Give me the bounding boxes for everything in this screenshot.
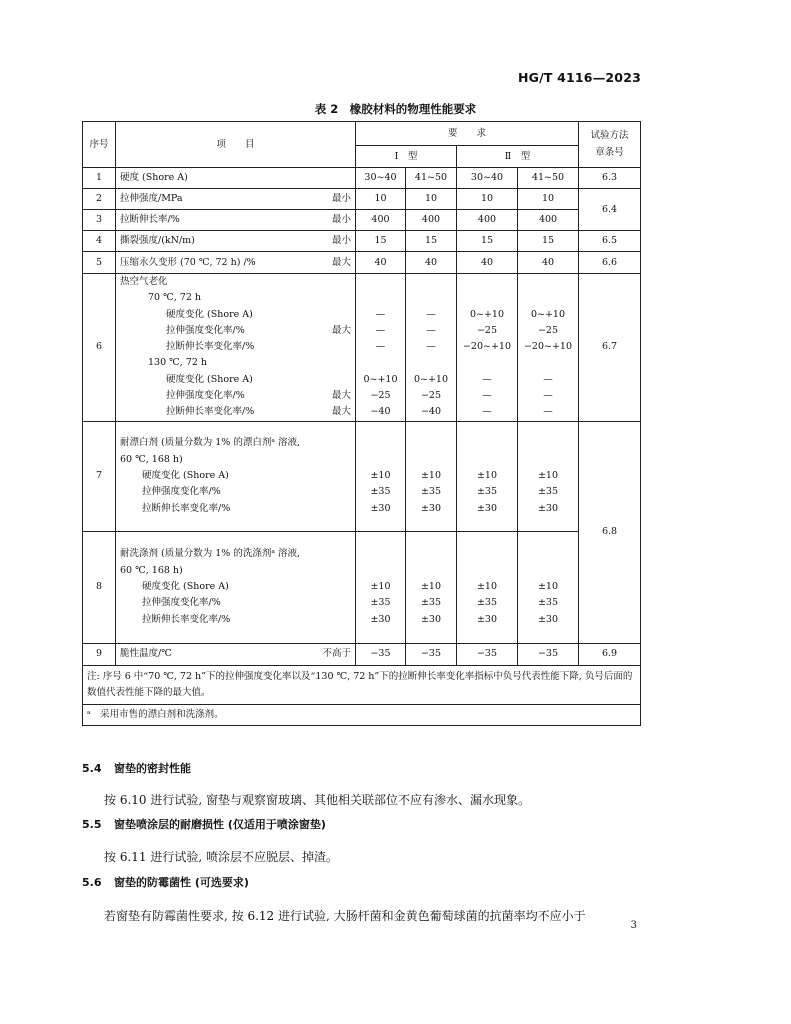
item-label: 拉伸强度变化率/% bbox=[166, 324, 245, 336]
value-cell: 0~+10 −25 −20~+10 — — — bbox=[518, 274, 579, 422]
row-item bbox=[116, 421, 356, 531]
header-type2: Ⅱ 型 bbox=[457, 146, 579, 168]
row-number: 1 bbox=[83, 168, 116, 189]
section-paragraph: 若窗垫有防霉菌性要求, 按 6.12 进行试验, 大肠杆菌和金黄色葡萄球菌的抗菌率均不应小于 bbox=[104, 909, 586, 923]
item-title: 耐洗涤剂 (质量分数为 1% 的洗涤剂ᵃ 溶液, bbox=[120, 548, 301, 560]
header-requirement: 要 求 bbox=[356, 122, 579, 146]
value-cell: 15 bbox=[457, 231, 518, 252]
table-note bbox=[83, 665, 641, 704]
value-cell: ±10 ±35 ±30 bbox=[406, 421, 457, 531]
item-label: 热空气老化 bbox=[120, 276, 168, 287]
item-limit: 不高于 bbox=[322, 648, 351, 660]
method-cell: 6.5 bbox=[579, 231, 641, 252]
value-cell: ±10 ±35 ±30 bbox=[406, 531, 457, 643]
method-cell: 6.7 bbox=[579, 274, 641, 422]
item-label: 压缩永久变形 (70 ℃, 72 h) /% bbox=[120, 256, 256, 268]
item-label: 拉伸强度变化率/% bbox=[142, 486, 221, 498]
value-cell: 40 bbox=[406, 252, 457, 274]
table-row bbox=[83, 210, 641, 231]
page-number: 3 bbox=[630, 920, 637, 931]
value-cell: — — — 0~+10 −25 −40 bbox=[356, 274, 406, 422]
section-title: 窗垫的密封性能 bbox=[114, 762, 191, 775]
item-title: 60 ℃, 168 h) bbox=[120, 453, 183, 465]
item-line bbox=[120, 307, 351, 323]
row-item bbox=[116, 252, 356, 274]
item-title: 60 ℃, 168 h) bbox=[120, 564, 183, 576]
section-paragraph: 按 6.10 进行试验, 窗垫与观察窗玻璃、其他相关联部位不应有渗水、漏水现象。 bbox=[104, 793, 530, 807]
row-item bbox=[116, 531, 356, 643]
row-number: 7 bbox=[83, 421, 116, 531]
item-line bbox=[120, 274, 351, 290]
row-item bbox=[116, 210, 356, 231]
section-number: 5.6 bbox=[82, 876, 102, 889]
item-label: 硬度变化 (Shore A) bbox=[166, 373, 253, 385]
value-cell: 10 bbox=[356, 189, 406, 210]
value-cell: 15 bbox=[356, 231, 406, 252]
table-row-detergent bbox=[83, 531, 641, 643]
item-line bbox=[120, 355, 351, 371]
item-line bbox=[120, 388, 351, 404]
row-item bbox=[116, 274, 356, 422]
value-cell: 41~50 bbox=[406, 168, 457, 189]
item-label: 拉断伸长率变化率/% bbox=[166, 406, 255, 418]
item-limit: 最小 bbox=[331, 235, 351, 246]
value-cell: 15 bbox=[406, 231, 457, 252]
value-cell: 400 bbox=[356, 210, 406, 231]
table-row bbox=[83, 231, 641, 252]
table-row bbox=[83, 168, 641, 189]
method-cell: 6.8 bbox=[579, 421, 641, 643]
row-item bbox=[116, 168, 356, 189]
value-cell: 10 bbox=[518, 189, 579, 210]
table-title: 表 2 橡胶材料的物理性能要求 bbox=[314, 102, 477, 116]
value-cell: 400 bbox=[457, 210, 518, 231]
method-cell: 6.6 bbox=[579, 252, 641, 274]
item-limit: 最大 bbox=[331, 390, 351, 402]
note-text: 注: 序号 6 中“70 ℃, 72 h”下的拉伸强度变化率以及“130 ℃, 72 h”下的拉断伸长率变化率指标中负号代表性能下降, 负号后面的数值代表性能下降的最大值。 bbox=[83, 665, 641, 704]
item-limit: 最大 bbox=[331, 256, 351, 268]
section-heading bbox=[82, 816, 326, 832]
header-item: 项 目 bbox=[116, 122, 356, 168]
table-row-heat-aging bbox=[83, 274, 641, 422]
value-cell: — — — 0~+10 −25 −40 bbox=[406, 274, 457, 422]
item-line bbox=[120, 372, 351, 388]
value-cell: −35 bbox=[406, 643, 457, 665]
value-cell: 41~50 bbox=[518, 168, 579, 189]
item-limit: 最小 bbox=[331, 214, 351, 225]
value-cell: 40 bbox=[518, 252, 579, 274]
row-number: 2 bbox=[83, 189, 116, 210]
item-limit: 最大 bbox=[331, 406, 351, 418]
item-label: 拉断伸长率变化率/% bbox=[142, 502, 231, 514]
row-number: 4 bbox=[83, 231, 116, 252]
footnote-text: ᵃ 采用市售的漂白剂和洗涤剂。 bbox=[83, 704, 641, 725]
header-no: 序号 bbox=[83, 122, 116, 168]
item-label: 撕裂强度/(kN/m) bbox=[120, 235, 195, 246]
method-cell: 6.9 bbox=[579, 643, 641, 665]
value-cell: ±10 ±35 ±30 bbox=[518, 531, 579, 643]
standard-number: HG/T 4116—2023 bbox=[517, 70, 641, 85]
item-line bbox=[120, 404, 351, 420]
value-cell: 10 bbox=[406, 189, 457, 210]
section-heading bbox=[82, 760, 191, 776]
item-label: 硬度变化 (Shore A) bbox=[166, 308, 253, 320]
value-cell: 400 bbox=[518, 210, 579, 231]
item-label: 拉断伸长率/% bbox=[120, 214, 180, 225]
item-label: 拉伸强度变化率/% bbox=[142, 597, 221, 609]
table-row-bleach bbox=[83, 421, 641, 531]
value-cell: 40 bbox=[356, 252, 406, 274]
method-cell: 6.3 bbox=[579, 168, 641, 189]
item-line bbox=[120, 290, 351, 306]
row-number: 3 bbox=[83, 210, 116, 231]
item-label: 硬度变化 (Shore A) bbox=[142, 581, 229, 593]
row-item bbox=[116, 643, 356, 665]
section-number: 5.4 bbox=[82, 762, 102, 775]
item-label: 脆性温度/℃ bbox=[120, 648, 172, 660]
item-title: 耐漂白剂 (质量分数为 1% 的漂白剂ᵃ 溶液, bbox=[120, 437, 301, 449]
row-number: 9 bbox=[83, 643, 116, 665]
value-cell: 30~40 bbox=[356, 168, 406, 189]
value-cell: ±10 ±35 ±30 bbox=[457, 421, 518, 531]
value-cell: −35 bbox=[457, 643, 518, 665]
item-label: 拉伸强度变化率/% bbox=[166, 390, 245, 402]
value-cell: 10 bbox=[457, 189, 518, 210]
table-row bbox=[83, 252, 641, 274]
row-number: 8 bbox=[83, 531, 116, 643]
table-row bbox=[83, 643, 641, 665]
section-number: 5.5 bbox=[82, 818, 102, 831]
item-label: 拉断伸长率变化率/% bbox=[166, 341, 255, 353]
value-cell: −35 bbox=[356, 643, 406, 665]
item-label: 拉断伸长率变化率/% bbox=[142, 613, 231, 625]
value-cell: ±10 ±35 ±30 bbox=[518, 421, 579, 531]
item-label: 70 ℃, 72 h bbox=[148, 292, 202, 304]
table-row bbox=[83, 189, 641, 210]
table-footnote bbox=[83, 704, 641, 725]
item-label: 硬度变化 (Shore A) bbox=[142, 470, 229, 482]
value-cell: 15 bbox=[518, 231, 579, 252]
value-cell: 0~+10 −25 −20~+10 — — — bbox=[457, 274, 518, 422]
item-line bbox=[120, 339, 351, 355]
properties-table bbox=[82, 121, 641, 726]
value-cell: −35 bbox=[518, 643, 579, 665]
row-item bbox=[116, 231, 356, 252]
section-title: 窗垫喷涂层的耐磨损性 (仅适用于喷涂窗垫) bbox=[114, 818, 326, 831]
row-number: 6 bbox=[83, 274, 116, 422]
value-cell: 400 bbox=[406, 210, 457, 231]
row-number: 5 bbox=[83, 252, 116, 274]
header-type1: Ⅰ 型 bbox=[356, 146, 457, 168]
value-cell: 40 bbox=[457, 252, 518, 274]
section-title: 窗垫的防霉菌性 (可选要求) bbox=[114, 876, 249, 889]
header-method: 试验方法 章条号 bbox=[579, 122, 641, 168]
section-heading bbox=[82, 874, 249, 890]
value-cell: ±10 ±35 ±30 bbox=[457, 531, 518, 643]
value-cell: ±10 ±35 ±30 bbox=[356, 421, 406, 531]
row-item bbox=[116, 189, 356, 210]
item-label: 130 ℃, 72 h bbox=[148, 357, 208, 369]
item-limit: 最大 bbox=[331, 324, 351, 336]
value-cell: 30~40 bbox=[457, 168, 518, 189]
item-label: 硬度 (Shore A) bbox=[120, 172, 188, 183]
value-cell: ±10 ±35 ±30 bbox=[356, 531, 406, 643]
section-paragraph: 按 6.11 进行试验, 喷涂层不应脱层、掉渣。 bbox=[104, 850, 338, 864]
item-limit: 最小 bbox=[331, 193, 351, 204]
item-label: 拉伸强度/MPa bbox=[120, 193, 183, 204]
method-cell: 6.4 bbox=[579, 189, 641, 231]
item-line bbox=[120, 323, 351, 339]
